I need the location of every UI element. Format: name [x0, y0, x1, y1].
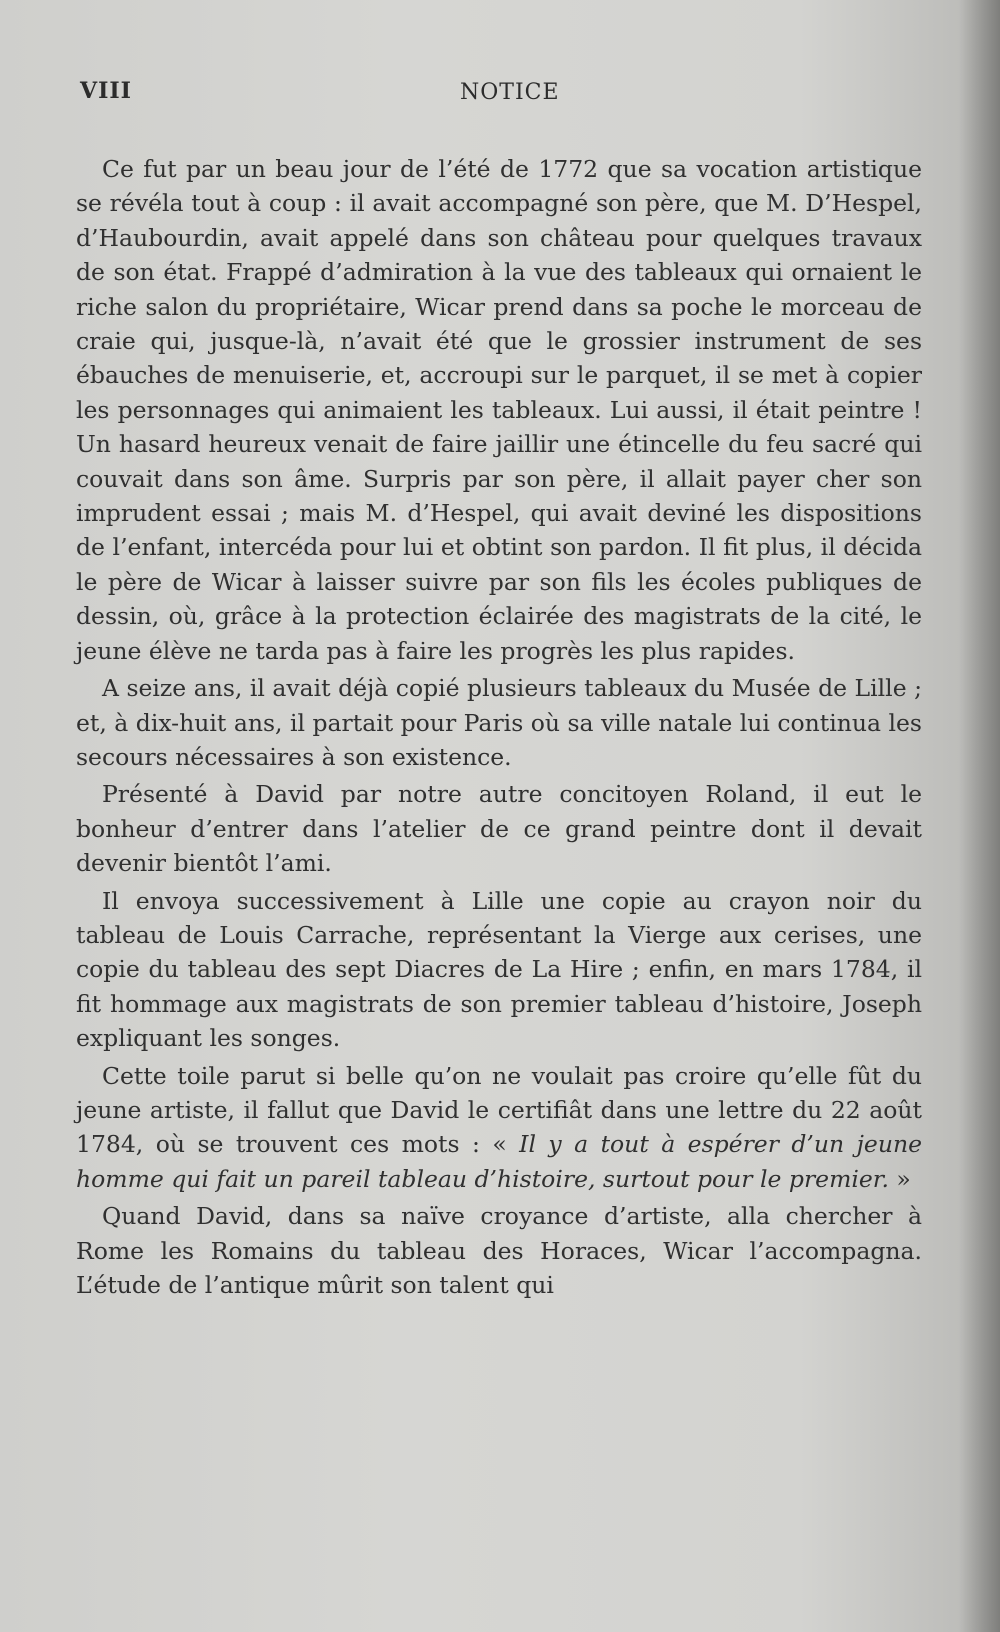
paragraph-6: Quand David, dans sa naïve croyance d’artiste, alla chercher à Rome les Romains du tableau des Horaces, Wicar l’accompagna. L’étude de l’antique mûrit son talent qui — [76, 1202, 922, 1299]
paragraph-5-text: Cette toile parut si belle qu’on ne voulait pas croire qu’elle fût du jeune artiste, il fallut que David le certifiât dans une lettre du 22 août 1784, où se trouvent ces mots : « — [76, 1061, 922, 1159]
david-quote: Il y a tout à espérer d’un jeune homme qui fait un pareil tableau d’histoire, surtout pour le premier. — [76, 1130, 922, 1193]
body-text — [76, 152, 922, 1305]
paragraph-2: A seize ans, il avait déjà copié plusieurs tableaux du Musée de Lille ; et, à dix-huit ans, il partait pour Paris où sa ville natale lui continua les secours nécessaires à son existence. — [76, 674, 922, 771]
page-edge-shadow — [958, 0, 1000, 1632]
page-header — [80, 78, 920, 114]
paragraph-1: Ce fut par un beau jour de l’été de 1772 que sa vocation artistique se révéla tout à coup : il avait accompagné son père, que M. D’Hespel, d’Haubourdin, avait appelé dans son château pour quelques travaux de son état. Frappé d’admiration à la vue des tableaux qui ornaient le riche salon du propriétaire, Wicar prend dans sa poche le morceau de craie qui, jusque-là, n’avait été que le grossier instrument de ses ébauches de menuiserie, et, accroupi sur le parquet, il se met à copier les personnages qui animaient les tableaux. Lui aussi, il était peintre ! Un hasard heureux venait de faire jaillir une étincelle du feu sacré qui couvait dans son âme. Surpris par son père, il allait payer cher son imprudent essai ; mais M. d’Hespel, qui avait deviné les dispositions de l’enfant, intercéda pour lui et obtint son pardon. Il fit plus, il décida le père de Wicar à laisser suivre par son fils les écoles publiques de dessin, où, grâce à la protection éclairée des magistrats de la cité, le jeune élève ne tarda pas à faire les progrès les plus rapides. — [76, 155, 922, 665]
paragraph-5 — [76, 1059, 922, 1197]
page-number: VIII — [80, 78, 132, 104]
paragraph-3: Présenté à David par notre autre concitoyen Roland, il eut le bonheur d’entrer dans l’atelier de ce grand peintre dont il devait devenir bientôt l’ami. — [76, 780, 922, 878]
paragraph-4: Il envoya successivement à Lille une copie au crayon noir du tableau de Louis Carrache, représentant la Vierge aux cerises, une copie du tableau des sept Diacres de La Hire ; enfin, en mars 1784, il fit hommage aux magistrats de son premier tableau d’histoire, Joseph expliquant les songes. — [76, 886, 922, 1053]
quote-close: » — [888, 1164, 911, 1193]
running-title: NOTICE — [460, 80, 560, 105]
